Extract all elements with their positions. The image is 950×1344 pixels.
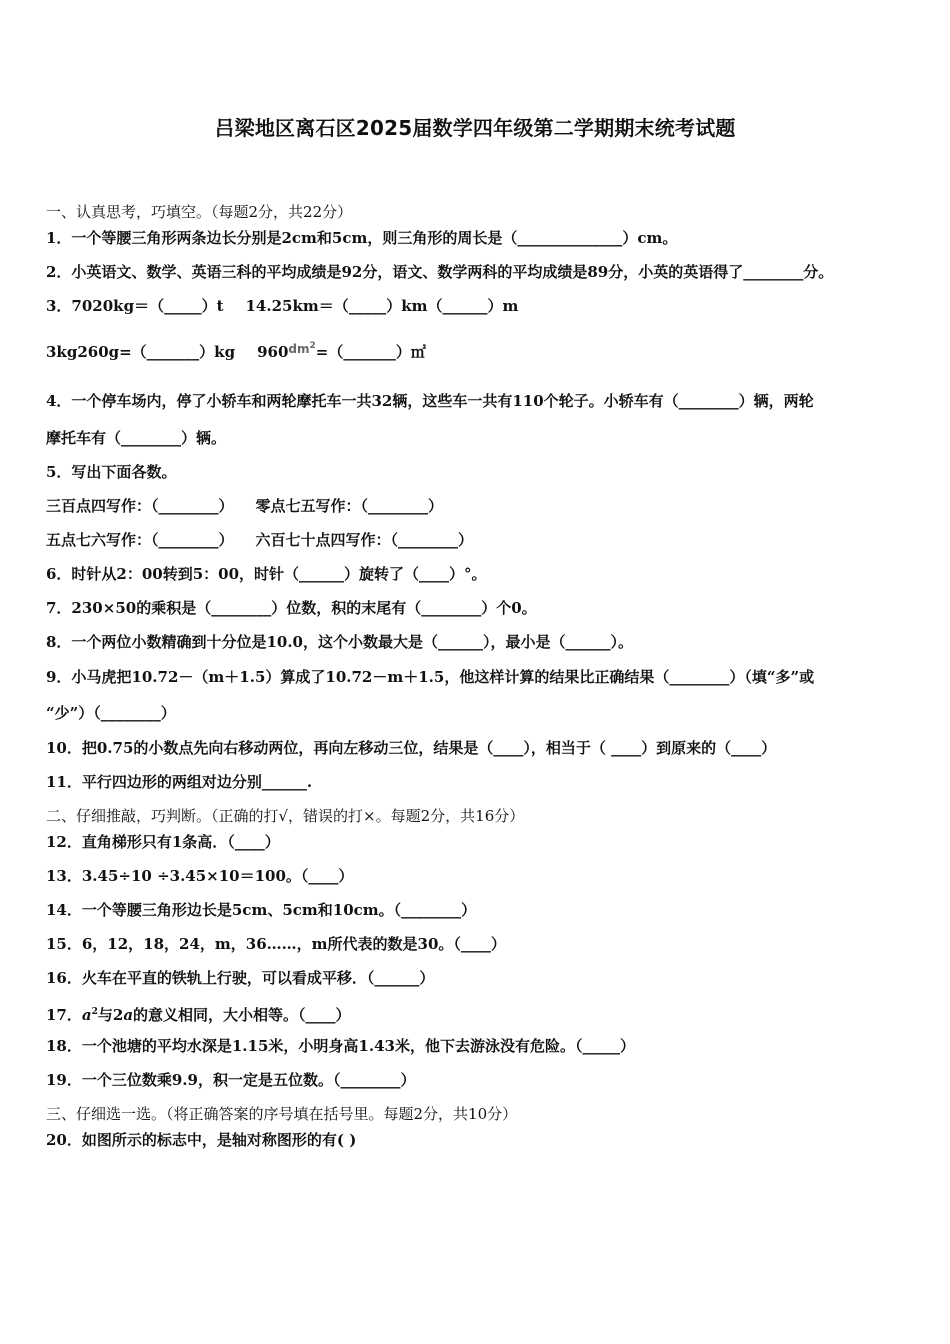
- page-title: 吕梁地区离石区2025届数学四年级第二学期期末统考试题: [214, 116, 736, 140]
- question-7: 7．230×50的乘积是（________）位数，积的末尾有（________）个0。: [46, 599, 537, 617]
- question-3a: 3．7020kg＝（_____）t: [46, 297, 224, 315]
- question-5: 5．写出下面各数。: [46, 463, 177, 481]
- question-5b: 零点七五写作：（________）: [255, 497, 444, 515]
- question-1: 1．一个等腰三角形两条边长分别是2cm和5cm，则三角形的周长是（______________）cm。: [46, 229, 678, 247]
- question-4-line2: 摩托车有（________）辆。: [46, 429, 227, 447]
- question-9-line2: “少”）（________）: [46, 704, 176, 722]
- question-5d: 六百七十点四写作：（________）: [255, 531, 474, 549]
- question-18: 18．一个池塘的平均水深是1.15米，小明身高1.43米，他下去游泳没有危险。（_____）: [46, 1037, 635, 1055]
- question-19: 19．一个三位数乘9.9，积一定是五位数。（________）: [46, 1071, 416, 1089]
- question-8: 8．一个两位小数精确到十分位是10.0，这个小数最大是（______），最小是（______）。: [46, 633, 633, 651]
- question-3-line1: [46, 296, 518, 316]
- section1-header: 一、认真思考，巧填空。（每题2分，共22分）: [46, 203, 353, 221]
- section3-header: 三、仔细选一选。（将正确答案的序号填在括号里。每题2分，共10分）: [46, 1105, 518, 1123]
- question-17: 17．$a^2$与2a的意义相同，大小相等。（____）: [46, 1006, 351, 1024]
- question-9-line1: 9．小马虎把10.72－（m＋1.5）算成了10.72－m＋1.5，他这样计算的结果比正确结果（________）（填“多”或: [46, 668, 815, 686]
- question-11: 11．平行四边形的两组对边分别______.: [46, 773, 313, 791]
- question-5a: 三百点四写作：（________）: [46, 497, 234, 515]
- question-3d-number: 960: [257, 343, 289, 361]
- question-3-line2: [46, 336, 426, 362]
- question-5-row1: [46, 496, 443, 516]
- question-5c: 五点七六写作：（________）: [46, 531, 234, 549]
- question-6: 6．时针从2：00转到5：00，时针（______）旋转了（____）°。: [46, 565, 487, 583]
- question-15: 15．6，12，18，24，m，36……，m所代表的数是30。（____）: [46, 935, 506, 953]
- section2-header: 二、仔细推敲，巧判断。（正确的打√，错误的打×。每题2分，共16分）: [46, 807, 525, 825]
- question-20: 20．如图所示的标志中，是轴对称图形的有( ): [46, 1131, 357, 1149]
- question-10: 10．把0.75的小数点先向右移动两位，再向左移动三位，结果是（____），相当于（ ____）到原来的（____）: [46, 739, 777, 757]
- question-13: 13．3.45÷10 ÷3.45×10＝100。（____）: [46, 867, 354, 885]
- dm2-unit-image: dm2: [288, 341, 316, 356]
- question-4-line1: 4．一个停车场内，停了小轿车和两轮摩托车一共32辆，这些车一共有110个轮子。小轿车有（________）辆，两轮: [46, 392, 814, 410]
- question-14: 14．一个等腰三角形边长是5cm、5cm和10cm。（________）: [46, 901, 477, 919]
- question-3c: 3kg260g=（_______）kg: [46, 343, 236, 361]
- question-16: 16．火车在平直的铁轨上行驶，可以看成平移．（______）: [46, 969, 435, 987]
- question-3d-rest: =（_______）㎡: [315, 343, 426, 361]
- question-5-row2: [46, 530, 473, 550]
- question-2: 2．小英语文、数学、英语三科的平均成绩是92分，语文、数学两科的平均成绩是89分，小英的英语得了________分。: [46, 263, 834, 281]
- question-3b: 14.25km＝（_____）km（______）m: [245, 297, 519, 315]
- question-12: 12．直角梯形只有1条高．（____）: [46, 833, 280, 851]
